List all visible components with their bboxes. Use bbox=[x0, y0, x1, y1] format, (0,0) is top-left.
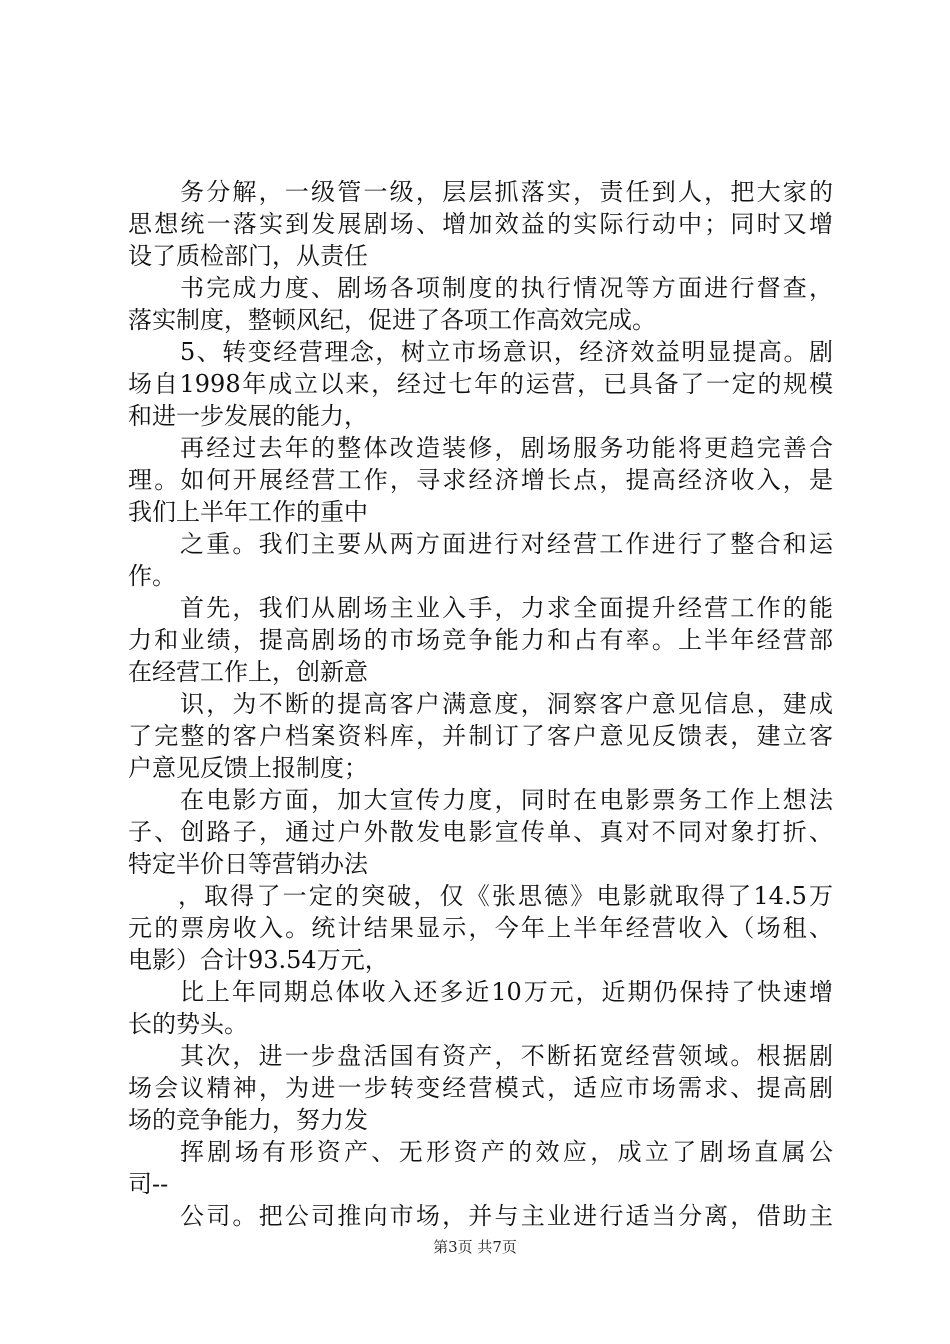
text-line: 5、转变经营理念，树立市场意识，经济效益明显提高。剧 bbox=[180, 338, 833, 366]
text-line: 力和业绩，提高剧场的市场竞争能力和占有率。上半年经营部 bbox=[128, 626, 833, 654]
text-line: 书完成力度、剧场各项制度的执行情况等方面进行督查， bbox=[180, 274, 833, 302]
text-line: 务分解，一级管一级，层层抓落实，责任到人，把大家的 bbox=[180, 178, 833, 206]
text-line: 思想统一落实到发展剧场、增加效益的实际行动中；同时又增 bbox=[128, 210, 833, 238]
text-line: 特定半价日等营销办法 bbox=[128, 850, 368, 878]
text-line: 理。如何开展经营工作，寻求经济增长点，提高经济收入，是 bbox=[128, 466, 833, 494]
text-line: 之重。我们主要从两方面进行对经营工作进行了整合和运 bbox=[180, 530, 833, 558]
text-line: 挥剧场有形资产、无形资产的效应，成立了剧场直属公 bbox=[180, 1138, 833, 1166]
text-line: 落实制度，整顿风纪，促进了各项工作高效完成。 bbox=[128, 306, 656, 334]
text-line: 比上年同期总体收入还多近10万元，近期仍保持了快速增 bbox=[180, 978, 833, 1006]
body-text bbox=[128, 176, 833, 1232]
text-line: 作。 bbox=[128, 562, 176, 590]
text-line: 子、创路子，通过户外散发电影宣传单、真对不同对象打折、 bbox=[128, 818, 833, 846]
text-line: 在经营工作上，创新意 bbox=[128, 658, 368, 686]
text-line: 场会议精神，为进一步转变经营模式，适应市场需求、提高剧 bbox=[128, 1074, 833, 1102]
text-line: 识，为不断的提高客户满意度，洞察客户意见信息，建成 bbox=[180, 690, 833, 718]
text-line: 设了质检部门，从责任 bbox=[128, 242, 368, 270]
page-number-footer: 第3页 共7页 bbox=[433, 1238, 517, 1256]
text-line: 场自1998年成立以来，经过七年的运营，已具备了一定的规模 bbox=[128, 370, 833, 398]
text-line: 再经过去年的整体改造装修，剧场服务功能将更趋完善合 bbox=[180, 434, 833, 462]
text-line: 户意见反馈上报制度； bbox=[128, 754, 368, 782]
text-line: 了完整的客户档案资料库，并制订了客户意见反馈表，建立客 bbox=[128, 722, 833, 750]
text-line: 场的竞争能力，努力发 bbox=[128, 1106, 368, 1134]
text-line: 其次，进一步盘活国有资产，不断拓宽经营领域。根据剧 bbox=[180, 1042, 833, 1070]
text-line: 电影）合计93.54万元， bbox=[128, 946, 389, 974]
text-line: 元的票房收入。统计结果显示，今年上半年经营收入（场租、 bbox=[128, 914, 833, 942]
text-line: 公司。把公司推向市场，并与主业进行适当分离，借助主 bbox=[180, 1202, 833, 1230]
text-line: 长的势头。 bbox=[128, 1010, 248, 1038]
text-line: 在电影方面，加大宣传力度，同时在电影票务工作上想法 bbox=[180, 786, 833, 814]
text-line: 司-- bbox=[128, 1170, 169, 1198]
text-line: 和进一步发展的能力， bbox=[128, 402, 368, 430]
text-line: 我们上半年工作的重中 bbox=[128, 498, 368, 526]
text-line: 首先，我们从剧场主业入手，力求全面提升经营工作的能 bbox=[180, 594, 833, 622]
text-line: ，取得了一定的突破，仅《张思德》电影就取得了14.5万 bbox=[178, 882, 833, 910]
